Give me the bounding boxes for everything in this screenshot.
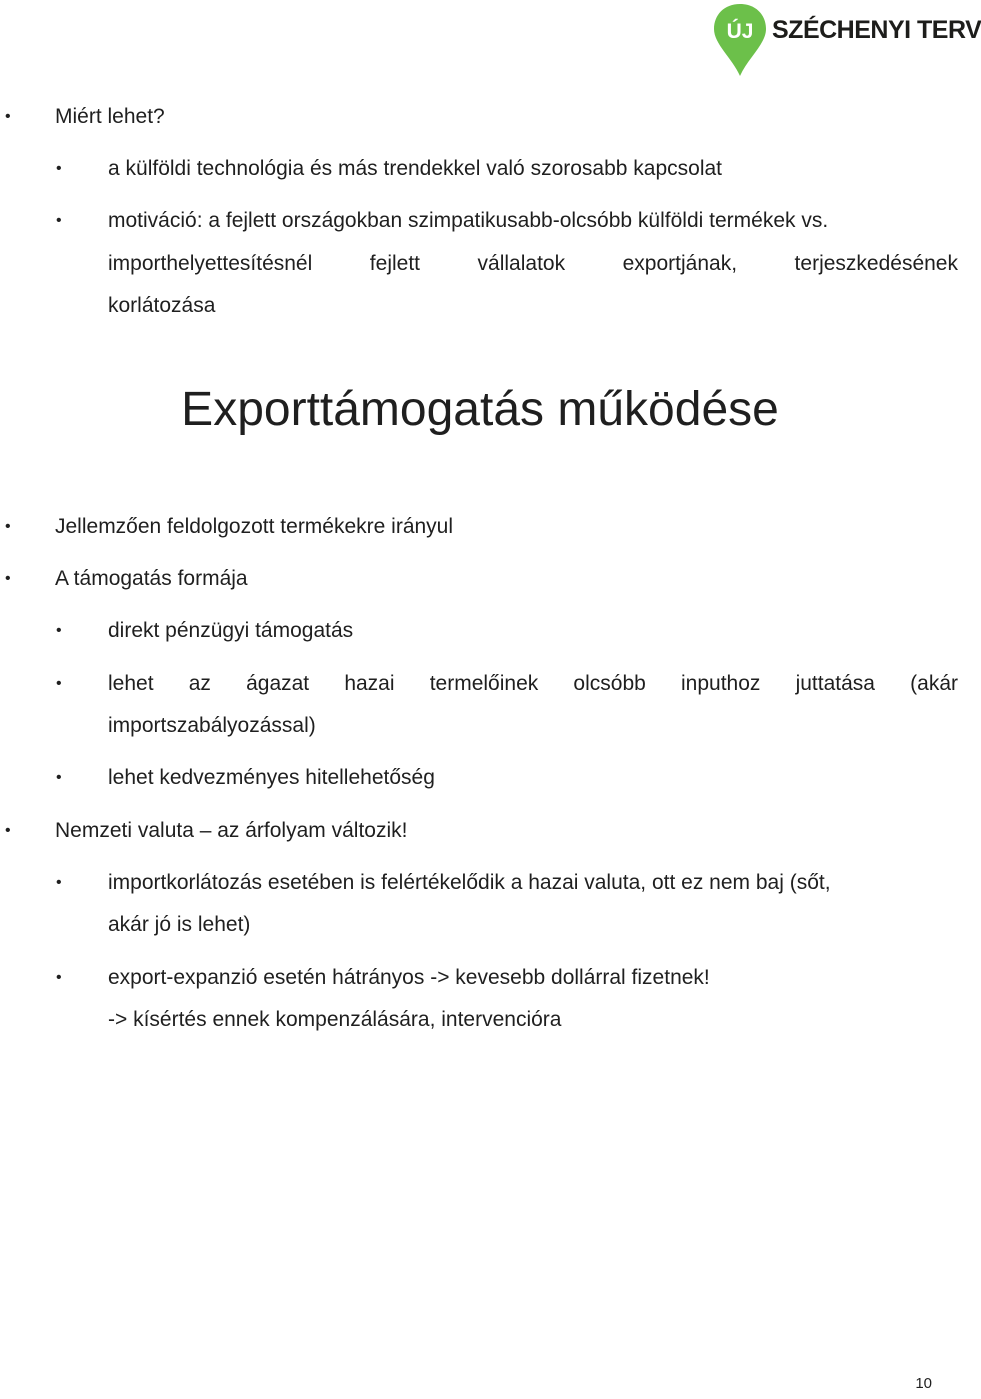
- item-text-continuation: importszabályozással): [108, 714, 316, 737]
- logo-badge-text: ÚJ: [726, 20, 754, 43]
- bullet-icon: •: [56, 969, 62, 986]
- list-item: [5, 810, 408, 852]
- section-heading: Exporttámogatás működése: [181, 383, 779, 436]
- list-item: [56, 148, 723, 190]
- item-text: export-expanzió esetén hátrányos -> kevesebb dollárral fizetnek!: [108, 966, 710, 989]
- item-text: Miért lehet?: [55, 105, 165, 128]
- bullet-icon: •: [56, 622, 62, 639]
- bullet-icon: •: [5, 518, 11, 535]
- list-item: [56, 200, 829, 242]
- list-item: [5, 506, 454, 548]
- bullet-icon: •: [56, 675, 62, 692]
- item-text-continuation: importhelyettesítésnél fejlett vállalatok exportjának, terjeszkedésének: [108, 252, 958, 275]
- item-text: motiváció: a fejlett országokban szimpatikusabb-olcsóbb külföldi termékek vs.: [108, 209, 829, 232]
- item-text: lehet kedvezményes hitellehetőség: [108, 766, 435, 789]
- bullet-icon: •: [56, 160, 62, 177]
- item-text: lehet az ágazat hazai termelőinek olcsóbb inputhoz juttatása (akár: [108, 672, 958, 695]
- bullet-icon: •: [5, 570, 11, 587]
- item-text: Nemzeti valuta – az árfolyam változik!: [55, 819, 408, 842]
- item-text: direkt pénzügyi támogatás: [108, 619, 354, 642]
- item-text-continuation: korlátozása: [108, 294, 216, 317]
- logo-name: SZÉCHENYI TERV: [772, 16, 981, 44]
- szechenyi-terv-logo: [710, 0, 981, 80]
- bullet-icon: •: [56, 874, 62, 891]
- list-item: [56, 957, 710, 999]
- item-text: a külföldi technológia és más trendekkel való szorosabb kapcsolat: [108, 157, 723, 180]
- bullet-icon: •: [5, 822, 11, 839]
- item-text: Jellemzően feldolgozott termékekre irányul: [55, 515, 454, 538]
- list-item: [56, 663, 958, 705]
- list-item: [56, 757, 435, 799]
- list-item: [5, 96, 165, 138]
- item-text: importkorlátozás esetében is felértékelődik a hazai valuta, ott ez nem baj (sőt,: [108, 871, 831, 894]
- page-number: 10: [915, 1375, 932, 1392]
- bullet-icon: •: [56, 769, 62, 786]
- list-item: [56, 610, 354, 652]
- bullet-icon: •: [5, 108, 11, 125]
- item-text-continuation: -> kísértés ennek kompenzálására, intervencióra: [108, 1008, 562, 1031]
- list-item: [5, 558, 248, 600]
- item-text-continuation: akár jó is lehet): [108, 913, 251, 936]
- item-text: A támogatás formája: [55, 567, 248, 590]
- bullet-icon: •: [56, 212, 62, 229]
- list-item: [56, 862, 831, 904]
